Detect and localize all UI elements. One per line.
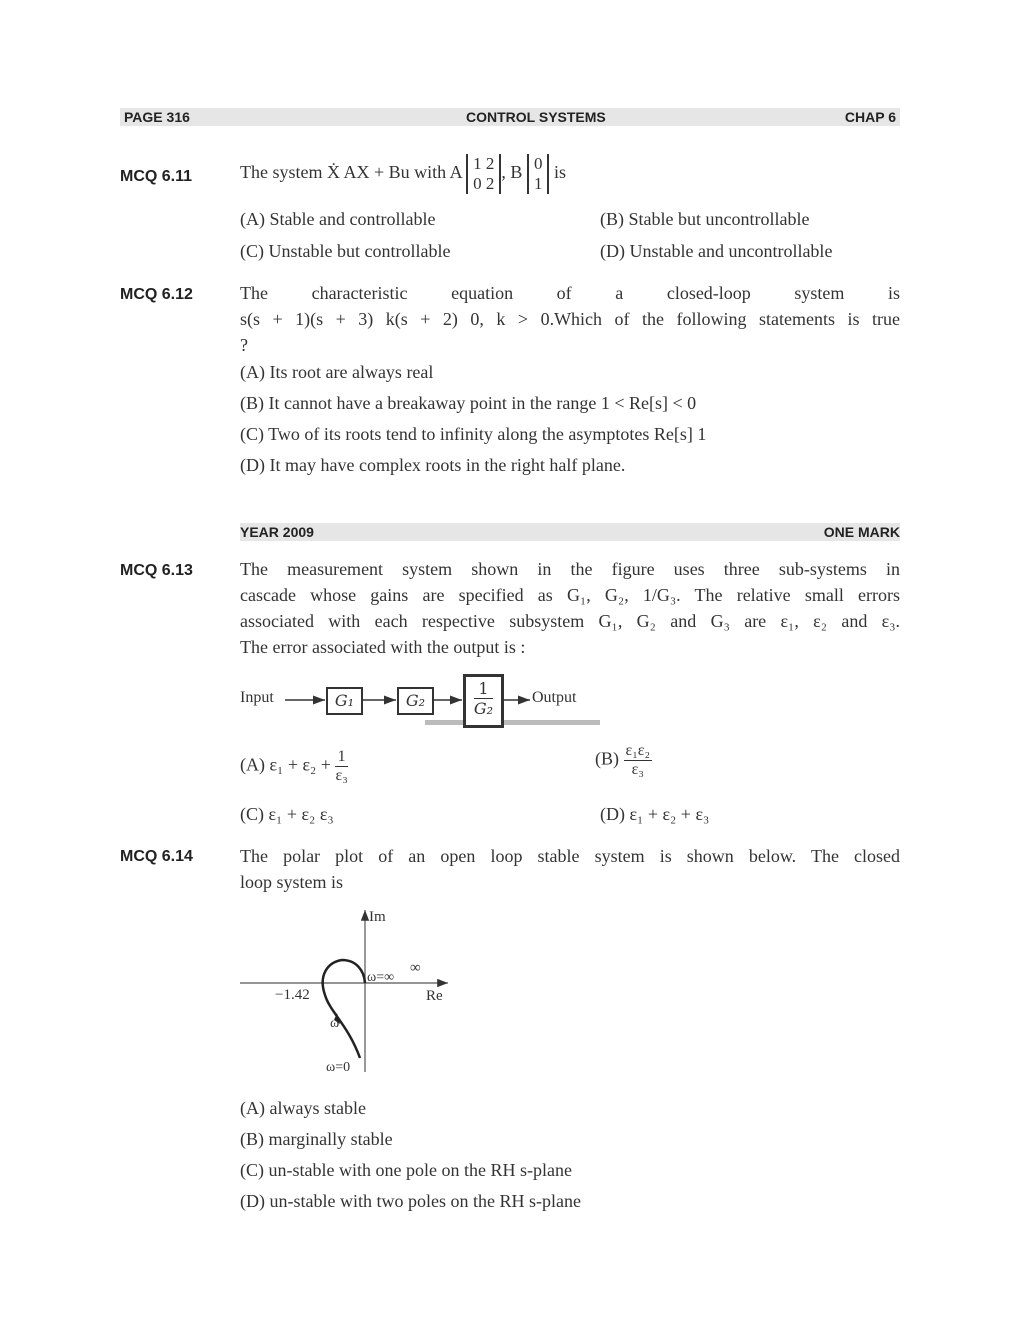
w0-label: ω=0 bbox=[326, 1060, 351, 1075]
matrix-row: 1 bbox=[533, 174, 543, 193]
numerator: 1 bbox=[335, 748, 347, 767]
output-label: Output bbox=[532, 689, 577, 706]
nyquist-curve bbox=[323, 960, 365, 1058]
block-g1: G₁ bbox=[326, 687, 363, 715]
denominator: G₂ bbox=[473, 699, 494, 718]
year: YEAR 2009 bbox=[240, 524, 314, 540]
option-a bbox=[240, 748, 348, 785]
question-line: loop system is bbox=[240, 872, 344, 892]
denominator: ε₃ bbox=[335, 767, 348, 784]
stem-text: The system Ẋ AX + Bu with A bbox=[240, 162, 467, 183]
option: (D) un-stable with two poles on the RH s-plane bbox=[240, 1191, 581, 1211]
option: (B) Stable but uncontrollable bbox=[600, 209, 810, 229]
question-number: MCQ 6.14 bbox=[120, 848, 193, 865]
numerator: 1 bbox=[474, 679, 493, 699]
question-line: The measurement system shown in the figure uses three sub-systems in bbox=[240, 559, 900, 579]
input-label: Input bbox=[240, 689, 274, 706]
re-label: Re bbox=[426, 988, 443, 1004]
option: (A) always stable bbox=[240, 1098, 366, 1118]
option: (C) Two of its roots tend to infinity along the asymptotes Re[s] 1 bbox=[240, 424, 707, 444]
question-line: s(s + 1)(s + 3) k(s + 2) 0, k > 0.Which of the following statements is true bbox=[240, 309, 900, 329]
matrix-row: 0 2 bbox=[473, 174, 495, 193]
option: (B) It cannot have a breakaway point in the range 1 < Re[s] < 0 bbox=[240, 393, 697, 413]
question-number: MCQ 6.11 bbox=[120, 168, 193, 185]
denominator: ε₃ bbox=[631, 761, 644, 778]
question-line: The polar plot of an open loop stable system is shown below. The closed bbox=[240, 846, 900, 866]
option: (A) Stable and controllable bbox=[240, 209, 436, 229]
w-inf-label: ω=∞ bbox=[367, 970, 395, 985]
im-label: Im bbox=[369, 909, 386, 925]
chapter: CHAP 6 bbox=[844, 109, 896, 125]
option-text: (A) ε₁ + ε₂ + bbox=[240, 754, 336, 775]
option: (B) marginally stable bbox=[240, 1129, 393, 1149]
block-g2: G₂ bbox=[397, 687, 434, 715]
matrix-row: 1 2 bbox=[473, 154, 495, 173]
marks: ONE MARK bbox=[823, 524, 900, 540]
w-label: ω bbox=[330, 1016, 340, 1031]
option-d: (D) ε₁ + ε₂ + ε₃ bbox=[600, 804, 710, 824]
matrix-row: 0 bbox=[533, 154, 543, 173]
question-line: associated with each respective subsystem G₁, G₂ and G₃ are ε₁, ε₂ and ε₃. bbox=[240, 611, 900, 631]
option-text: (B) bbox=[595, 748, 624, 769]
option: (A) Its root are always real bbox=[240, 362, 434, 382]
question-number: MCQ 6.12 bbox=[120, 286, 193, 303]
option: (D) Unstable and uncontrollable bbox=[600, 241, 833, 261]
option-c: (C) ε₁ + ε₂ ε₃ bbox=[240, 804, 334, 824]
numerator: ε₁ε₂ bbox=[625, 742, 651, 759]
question-line: The error associated with the output is : bbox=[240, 637, 526, 657]
option: (D) It may have complex roots in the right half plane. bbox=[240, 455, 626, 475]
option: (C) Unstable but controllable bbox=[240, 241, 451, 261]
neg-intercept-label: −1.42 bbox=[275, 987, 310, 1003]
question-line: The characteristic equation of a closed-loop system is bbox=[240, 283, 900, 303]
stem-text: is bbox=[549, 162, 566, 183]
watermark-underline bbox=[425, 720, 600, 725]
inf-label: ∞ bbox=[410, 960, 421, 976]
page-number: PAGE 316 bbox=[124, 109, 190, 125]
block-inverse bbox=[463, 674, 504, 728]
question-line: ? bbox=[240, 335, 248, 355]
question-number: MCQ 6.13 bbox=[120, 562, 193, 579]
option-b bbox=[595, 742, 652, 779]
question-line: cascade whose gains are specified as G₁, G₂, 1/G₃. The relative small errors bbox=[240, 585, 900, 605]
option: (C) un-stable with one pole on the RH s-plane bbox=[240, 1160, 572, 1180]
book-title: CONTROL SYSTEMS bbox=[466, 109, 606, 125]
stem-text: , B bbox=[501, 162, 527, 183]
